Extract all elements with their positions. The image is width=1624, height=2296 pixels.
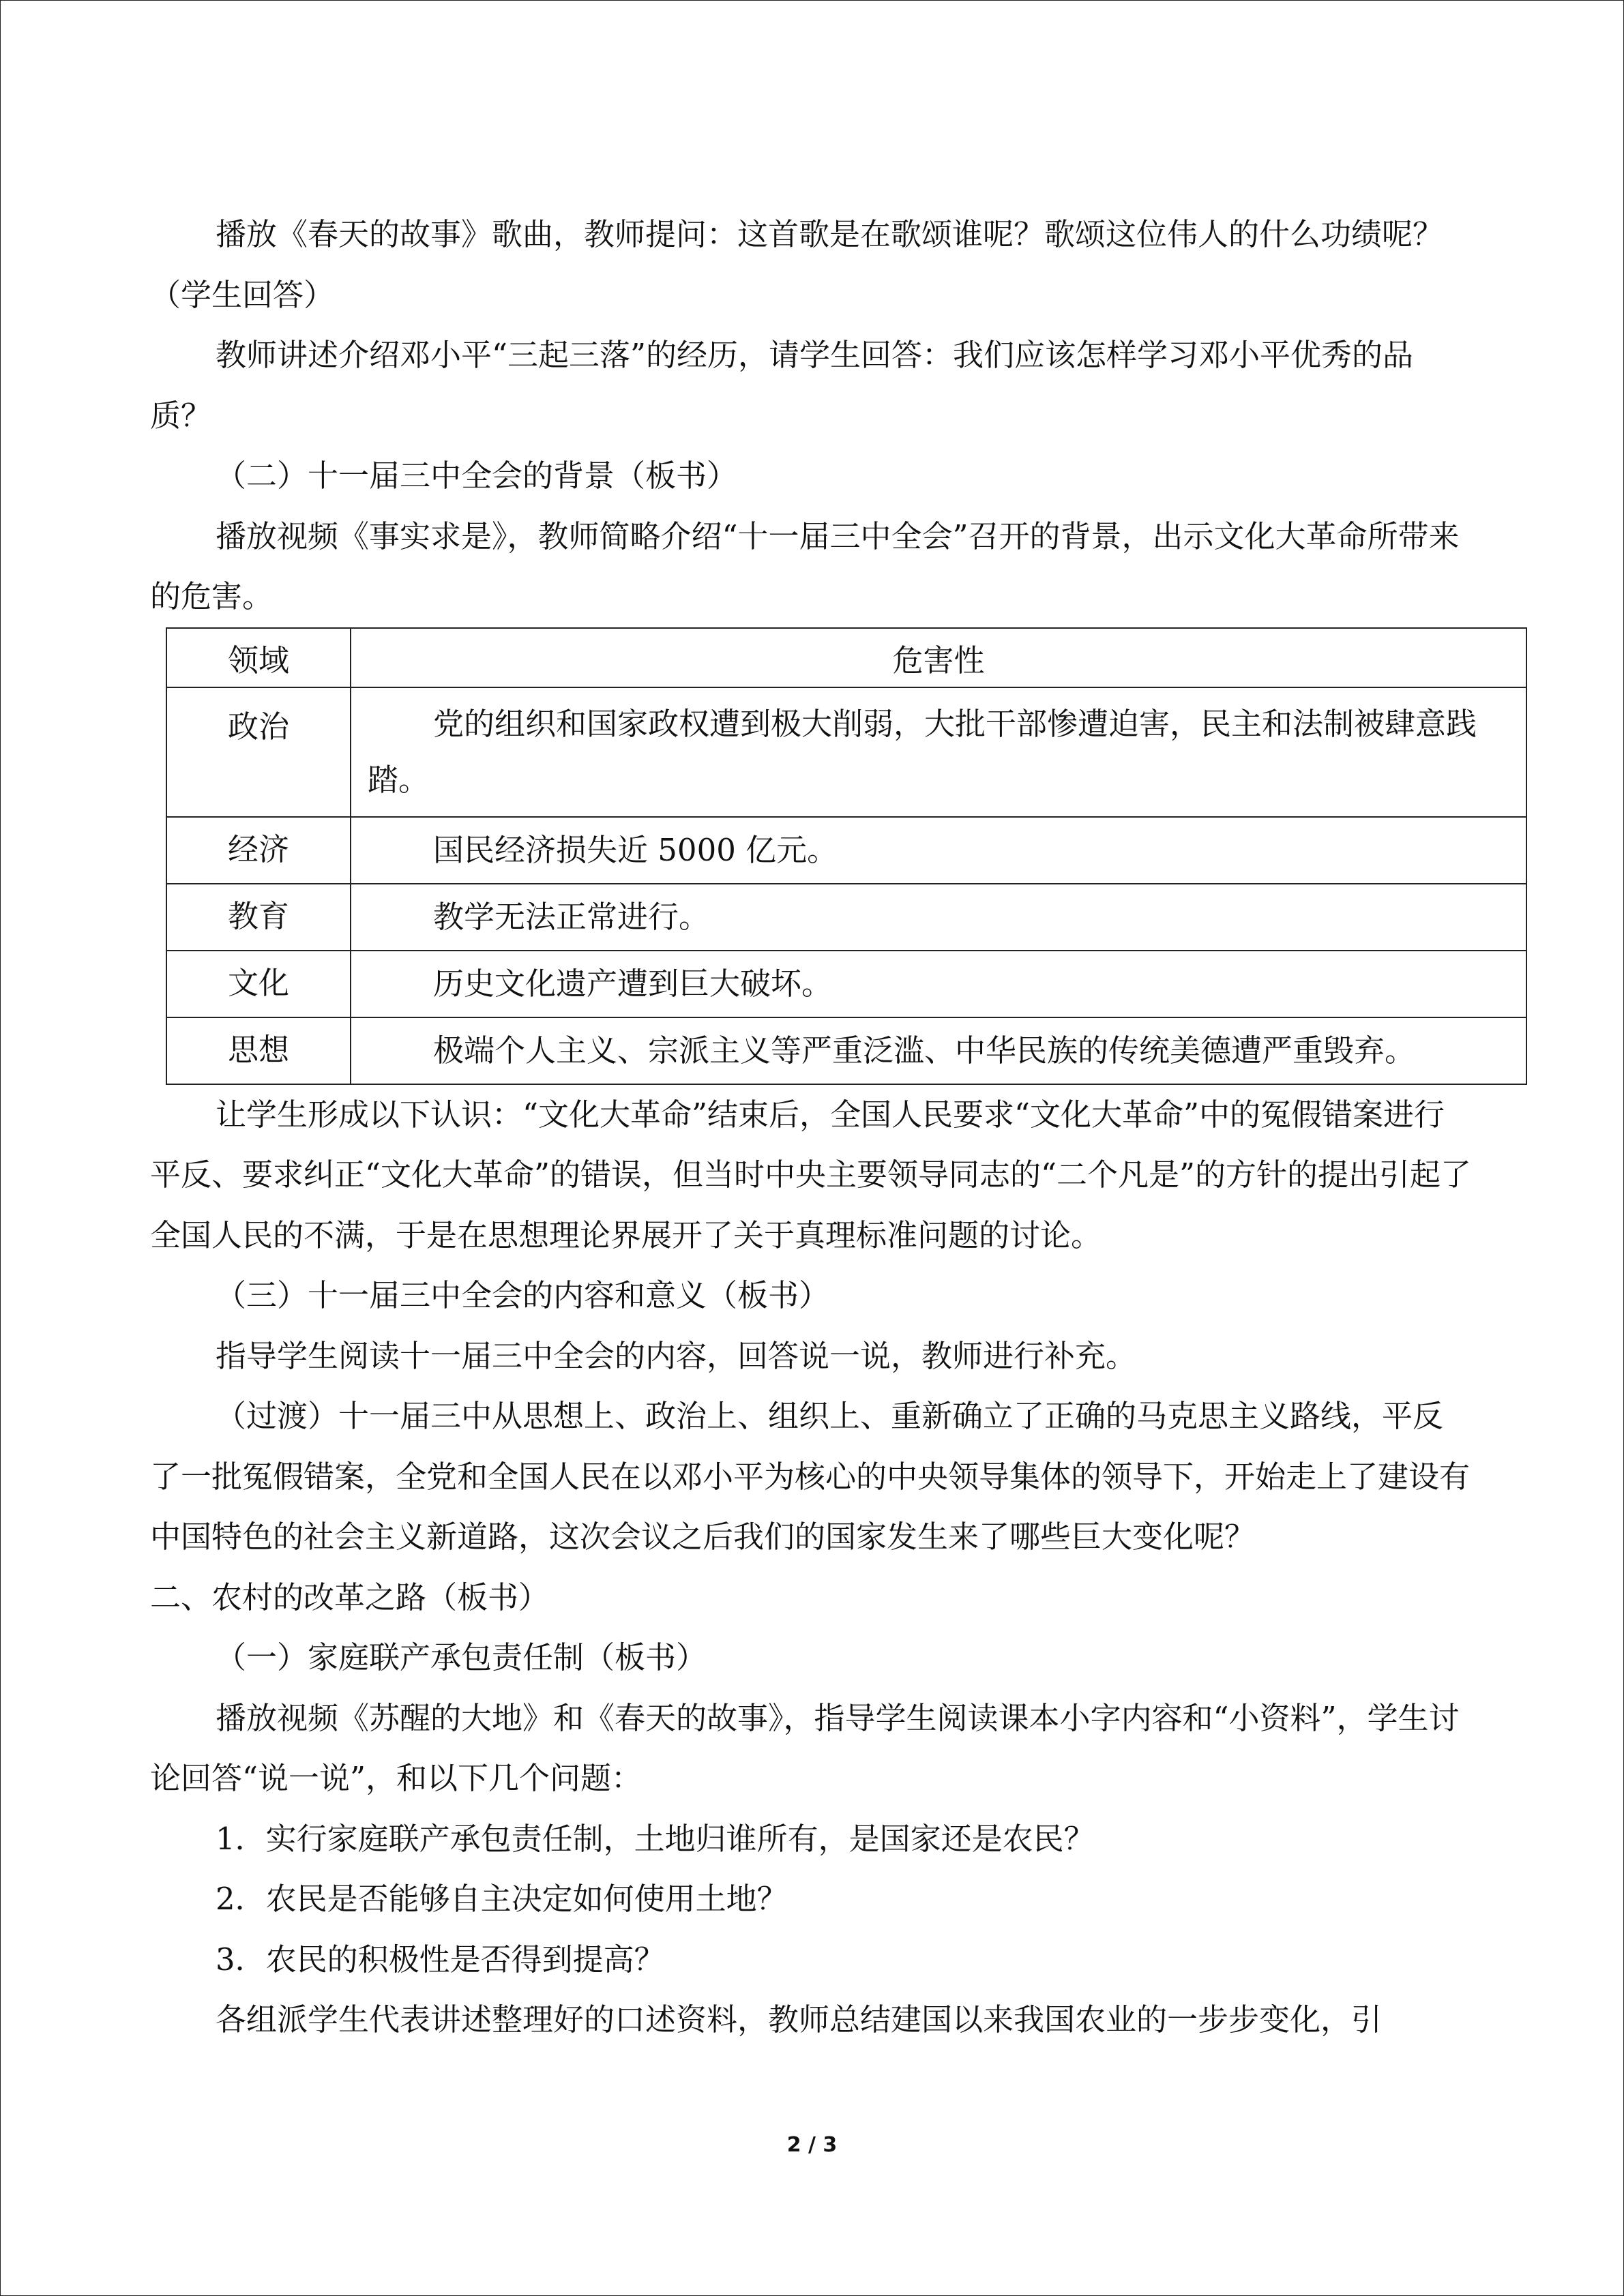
question-item-2: 2．农民是否能够自主决定如何使用土地？ — [216, 1881, 788, 1917]
paragraph-deng-experience: 教师讲述介绍邓小平“三起三落”的经历，请学生回答：我们应该怎样学习邓小平优秀的品质？ — [150, 337, 1414, 434]
paragraph-song-question: 播放《春天的故事》歌曲，教师提问：这首歌是在歌颂谁呢？歌颂这位伟人的什么功绩呢？（学生回答） — [150, 216, 1444, 313]
table-cell-field: 思想 — [166, 1017, 351, 1084]
table-cell-harm: 教学无法正常进行。 — [351, 884, 1526, 951]
table-row — [166, 884, 1526, 951]
table-cell-field: 经济 — [166, 817, 351, 884]
table-cell-harm: 极端个人主义、宗派主义等严重泛滥、中华民族的传统美德遭严重毁弃。 — [351, 1017, 1526, 1084]
table-cell-harm: 党的组织和国家政权遭到极大削弱，大批干部惨遭迫害，民主和法制被肆意践踏。 — [351, 687, 1526, 817]
section-heading-background: （二）十一届三中全会的背景（板书） — [216, 458, 738, 494]
table-row — [166, 1017, 1526, 1084]
harm-table — [166, 627, 1527, 1085]
table-row — [166, 951, 1526, 1017]
table-row — [166, 687, 1526, 817]
paragraph-student-understanding: 让学生形成以下认识：“文化大革命”结束后，全国人民要求“文化大革命”中的冤假错案进行平反、要求纠正“文化大革命”的错误，但当时中央主要领导同志的“二个凡是”的方针的提出引起了全国人民的不满，于是在思想理论界展开了关于真理标准问题的讨论。 — [150, 1096, 1472, 1253]
section-heading-rural-reform: 二、农村的改革之路（板书） — [150, 1579, 550, 1615]
question-item-3: 3．农民的积极性是否得到提高？ — [216, 1941, 665, 1978]
paragraph-transition: （过渡）十一届三中从思想上、政治上、组织上、重新确立了正确的马克思主义路线，平反了一批冤假错案，全党和全国人民在以邓小平为核心的中央领导集体的领导下，开始走上了建设有中国特色的社会主义新道路，这次会议之后我们的国家发生来了哪些巨大变化呢？ — [150, 1398, 1471, 1555]
table-row — [166, 817, 1526, 884]
table-cell-field: 政治 — [166, 687, 351, 817]
table-header-field: 领域 — [166, 628, 351, 687]
document-body — [150, 205, 1477, 2051]
section-heading-content-significance: （三）十一届三中全会的内容和意义（板书） — [216, 1277, 830, 1313]
paragraph-video-land: 播放视频《苏醒的大地》和《春天的故事》，指导学生阅读课本小字内容和“小资料”，学生讨论回答“说一说”，和以下几个问题： — [150, 1699, 1460, 1796]
paragraph-video-background: 播放视频《事实求是》，教师简略介绍“十一届三中全会”召开的背景，出示文化大革命所带来的危害。 — [150, 518, 1460, 614]
table-cell-harm: 历史文化遗产遭到巨大破坏。 — [351, 951, 1526, 1017]
table-cell-harm: 国民经济损失近 5000 亿元。 — [351, 817, 1526, 884]
paragraph-group-summary: 各组派学生代表讲述整理好的口述资料，教师总结建国以来我国农业的一步步变化，引 — [216, 2001, 1383, 2038]
table-header-row — [166, 628, 1526, 687]
question-item-1: 1．实行家庭联产承包责任制，土地归谁所有，是国家还是农民？ — [216, 1820, 1095, 1857]
page-number: 2 / 3 — [786, 2133, 838, 2157]
table-cell-field: 教育 — [166, 884, 351, 951]
paragraph-guide-reading: 指导学生阅读十一届三中全会的内容，回答说一说，教师进行补充。 — [216, 1337, 1137, 1374]
table-header-harm: 危害性 — [351, 628, 1526, 687]
table-cell-field: 文化 — [166, 951, 351, 1017]
section-heading-household-contract: （一）家庭联产承包责任制（板书） — [216, 1639, 707, 1675]
